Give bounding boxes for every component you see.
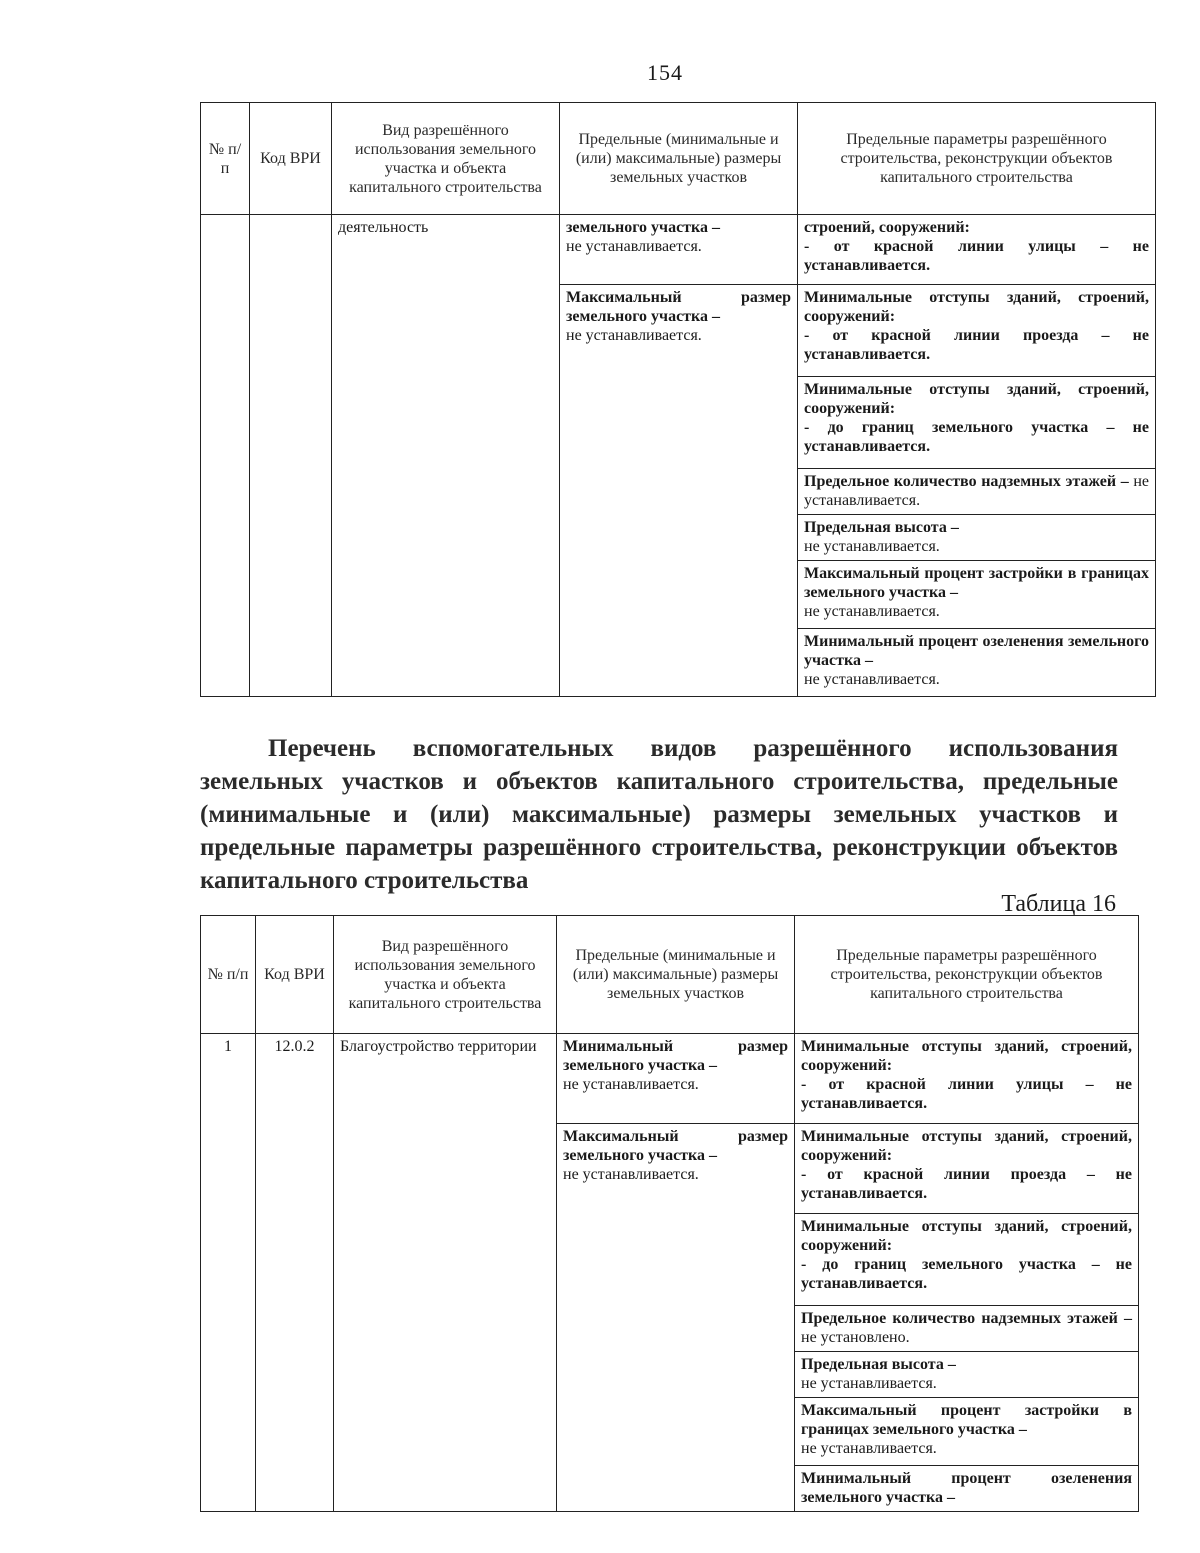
cell-num: 1 — [201, 1034, 256, 1512]
cell-code — [250, 215, 332, 697]
cell-type — [332, 215, 560, 697]
max-size-label: Максимальный размер земельного участка – — [566, 289, 791, 325]
param-value: не устанавливается. — [804, 473, 1150, 509]
cell-param — [798, 215, 1156, 285]
size-label: земельного участка – — [566, 219, 721, 236]
cell-param — [798, 285, 1156, 377]
table-row — [201, 215, 1156, 285]
cell-size-cont — [560, 215, 798, 285]
param-value: не установлено. — [801, 1329, 910, 1346]
param-label: Предельная высота – — [804, 519, 959, 536]
param-label: Минимальные отступы зданий, строений, сооружений: — [801, 1128, 1132, 1164]
cell-type: Благоустройство территории — [334, 1034, 557, 1512]
param-value: не устанавливается. — [801, 1375, 937, 1392]
col-header-params: Предельные параметры разрешённого строительства, реконструкции объектов капитального строительства — [795, 916, 1139, 1034]
param-label: Минимальный процент озеленения земельного участка – — [804, 633, 1149, 669]
param-value: - от красной линии проезда – не устанавливается. — [804, 327, 1149, 363]
param-value: - от красной линии улицы – не устанавливается. — [804, 238, 1149, 274]
cell-param — [798, 561, 1156, 629]
page-number: 154 — [647, 60, 683, 85]
param-label: Минимальные отступы зданий, строений, сооружений: — [804, 381, 1149, 417]
cell-max-size — [557, 1124, 795, 1512]
cell-param — [795, 1306, 1139, 1352]
param-label: Максимальный процент застройки в границах земельного участка – — [804, 565, 1149, 601]
cell-param — [795, 1124, 1139, 1214]
param-value: не устанавливается. — [804, 538, 940, 555]
main-types-table-continuation — [200, 102, 1156, 697]
param-label: Предельное количество надземных этажей – — [801, 1310, 1132, 1327]
cell-param — [795, 1398, 1139, 1466]
cell-param — [795, 1466, 1139, 1512]
col-header-type: Вид разрешённого использования земельного участка и объекта капитального строительства — [332, 103, 560, 215]
table-row — [201, 1034, 1139, 1124]
param-value: не устанавливается. — [804, 671, 940, 688]
cell-param — [795, 1352, 1139, 1398]
max-size-value: не устанавливается. — [563, 1166, 699, 1183]
table-header-row — [201, 916, 1139, 1034]
param-label: Минимальный процент озеленения земельного участка – — [801, 1470, 1132, 1506]
param-value: не устанавливается. — [804, 603, 940, 620]
cell-num — [201, 215, 250, 697]
col-header-params: Предельные параметры разрешённого строительства, реконструкции объектов капитального строительства — [798, 103, 1156, 215]
cell-param — [795, 1034, 1139, 1124]
param-label: Минимальные отступы зданий, строений, сооружений: — [804, 289, 1149, 325]
cell-param — [798, 377, 1156, 469]
cell-param — [798, 469, 1156, 515]
min-size-label: Минимальный размер земельного участка – — [563, 1038, 788, 1074]
max-size-value: не устанавливается. — [566, 327, 702, 344]
cell-param — [795, 1214, 1139, 1306]
param-label: строений, сооружений: — [804, 219, 970, 236]
col-header-code: Код ВРИ — [250, 103, 332, 215]
max-size-label: Максимальный размер земельного участка – — [563, 1128, 788, 1164]
col-header-num: № п/п — [201, 103, 250, 215]
col-header-num: № п/п — [201, 916, 256, 1034]
cell-param — [798, 515, 1156, 561]
param-value: - до границ земельного участка – не устанавливается. — [801, 1256, 1132, 1292]
param-value: - до границ земельного участка – не устанавливается. — [804, 419, 1149, 455]
param-label: Минимальные отступы зданий, строений, сооружений: — [801, 1038, 1132, 1074]
param-value: не устанавливается. — [801, 1440, 937, 1457]
param-value: - от красной линии проезда – не устанавливается. — [801, 1166, 1132, 1202]
cell-param — [798, 629, 1156, 697]
cell-max-size — [560, 285, 798, 697]
cell-code: 12.0.2 — [256, 1034, 334, 1512]
size-value: не устанавливается. — [566, 238, 702, 255]
col-header-size: Предельные (минимальные и (или) максимальные) размеры земельных участков — [560, 103, 798, 215]
param-label: Предельная высота – — [801, 1356, 956, 1373]
type-continuation: деятельность — [338, 219, 429, 236]
min-size-value: не устанавливается. — [563, 1076, 699, 1093]
auxiliary-types-table — [200, 915, 1139, 1512]
param-label: Максимальный процент застройки в границах земельного участка – — [801, 1402, 1132, 1438]
section-heading: Перечень вспомогательных видов разрешённого использования земельных участков и объектов капитального строительства, предельные (минимальные и (или) максимальные) размеры земельных участков и предельные параметры разрешённого строительства, реконструкции объектов капитального строительства — [200, 735, 1118, 894]
col-header-size: Предельные (минимальные и (или) максимальные) размеры земельных участков — [557, 916, 795, 1034]
table-caption: Таблица 16 — [1001, 891, 1116, 917]
cell-min-size — [557, 1034, 795, 1124]
col-header-code: Код ВРИ — [256, 916, 334, 1034]
param-label: Предельное количество надземных этажей – — [804, 473, 1129, 490]
col-header-type: Вид разрешённого использования земельного участка и объекта капитального строительства — [334, 916, 557, 1034]
param-value: - от красной линии улицы – не устанавливается. — [801, 1076, 1132, 1112]
param-label: Минимальные отступы зданий, строений, сооружений: — [801, 1218, 1132, 1254]
table-header-row — [201, 103, 1156, 215]
